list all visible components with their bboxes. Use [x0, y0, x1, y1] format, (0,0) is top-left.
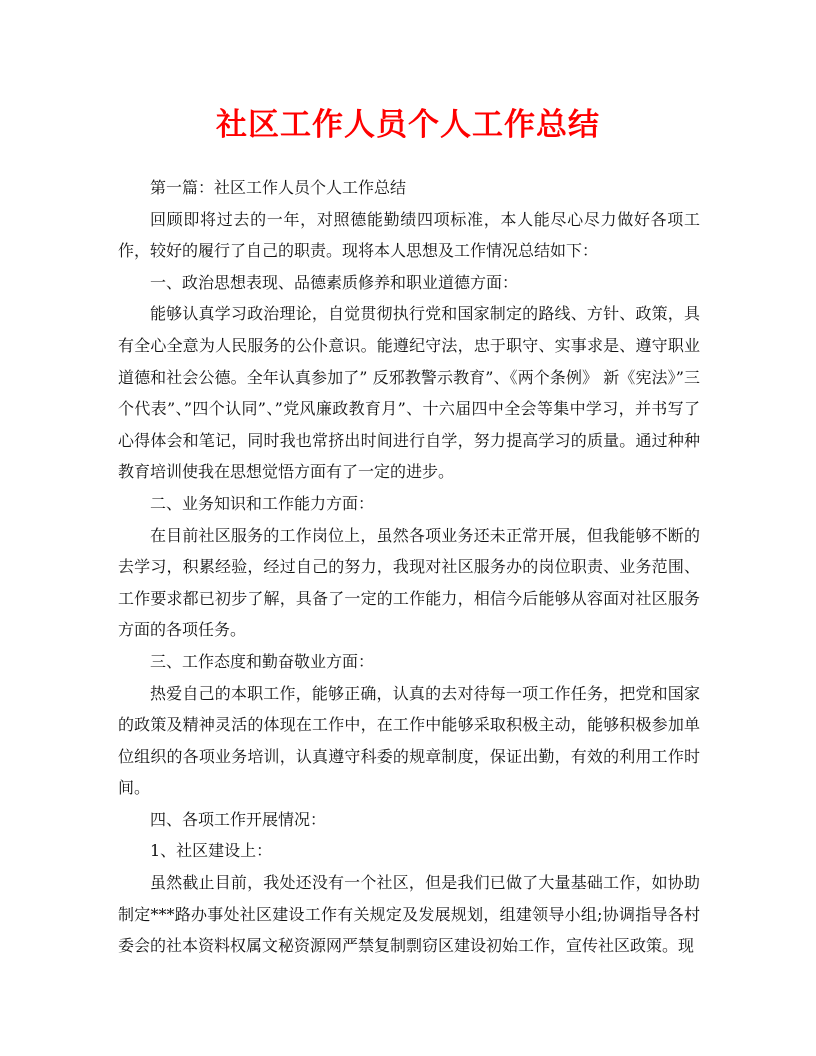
paragraph-section-heading: 第一篇：社区工作人员个人工作总结: [150, 178, 407, 197]
paragraph-heading-skills: 二、业务知识和工作能力方面：: [150, 493, 375, 513]
paragraph-intro: 回顾即将过去的一年，对照德能勤绩四项标准，本人能尽心尽力做好各项工作，较好的履行了自己的职责。现将本人思想及工作情况总结如下：: [118, 209, 700, 261]
paragraph-heading-work: 四、各项工作开展情况：: [150, 809, 327, 829]
document-body: [118, 172, 700, 962]
paragraph-heading-attitude: 三、工作态度和勤奋敬业方面：: [150, 651, 375, 671]
paragraph-heading-community: 1、社区建设上：: [150, 841, 273, 861]
paragraph-political: 能够认真学习政治理论，自觉贯彻执行党和国家制定的路线、方针、政策，具有全心全意为人民服务的公仆意识。能遵纪守法，忠于职守、实事求是、遵守职业道德和社会公德。全年认真参加了” 反邪教警示教育”、《两个条例》 新《宪法》”三个代表”、”四个认同”、”党风廉政教育月”、十六届四中全会等集中学习，并书写了心得体会和笔记，同时我也常挤出时间进行自学，努力提高学习的质量。通过种种教育培训使我在思想觉悟方面有了一定的进步。: [118, 304, 700, 482]
paragraph-attitude: 热爱自己的本职工作，能够正确，认真的去对待每一项工作任务，把党和国家的政策及精神灵活的体现在工作中，在工作中能够采取积极主动，能够积极参加单位组织的各项业务培训，认真遵守科委的规章制度，保证出勤，有效的利用工作时间。: [118, 683, 700, 798]
document-title: 社区工作人员个人工作总结: [216, 107, 600, 143]
paragraph-community: 虽然截止目前，我处还没有一个社区，但是我们已做了大量基础工作，如协助制定***路办事处社区建设工作有关规定及发展规划，组建领导小组;协调指导各村委会的社本资料权属文秘资源网严禁复制剽窃区建设初始工作，宣传社区政策。现: [118, 873, 700, 956]
paragraph-skills: 在目前社区服务的工作岗位上，虽然各项业务还未正常开展，但我能够不断的去学习，积累经验，经过自己的努力，我现对社区服务办的岗位职责、业务范围、工作要求都已初步了解，具备了一定的工作能力，相信今后能够从容面对社区服务方面的各项任务。: [118, 525, 700, 640]
paragraph-heading-political: 一、政治思想表现、品德素质修养和职业道德方面：: [150, 272, 519, 292]
